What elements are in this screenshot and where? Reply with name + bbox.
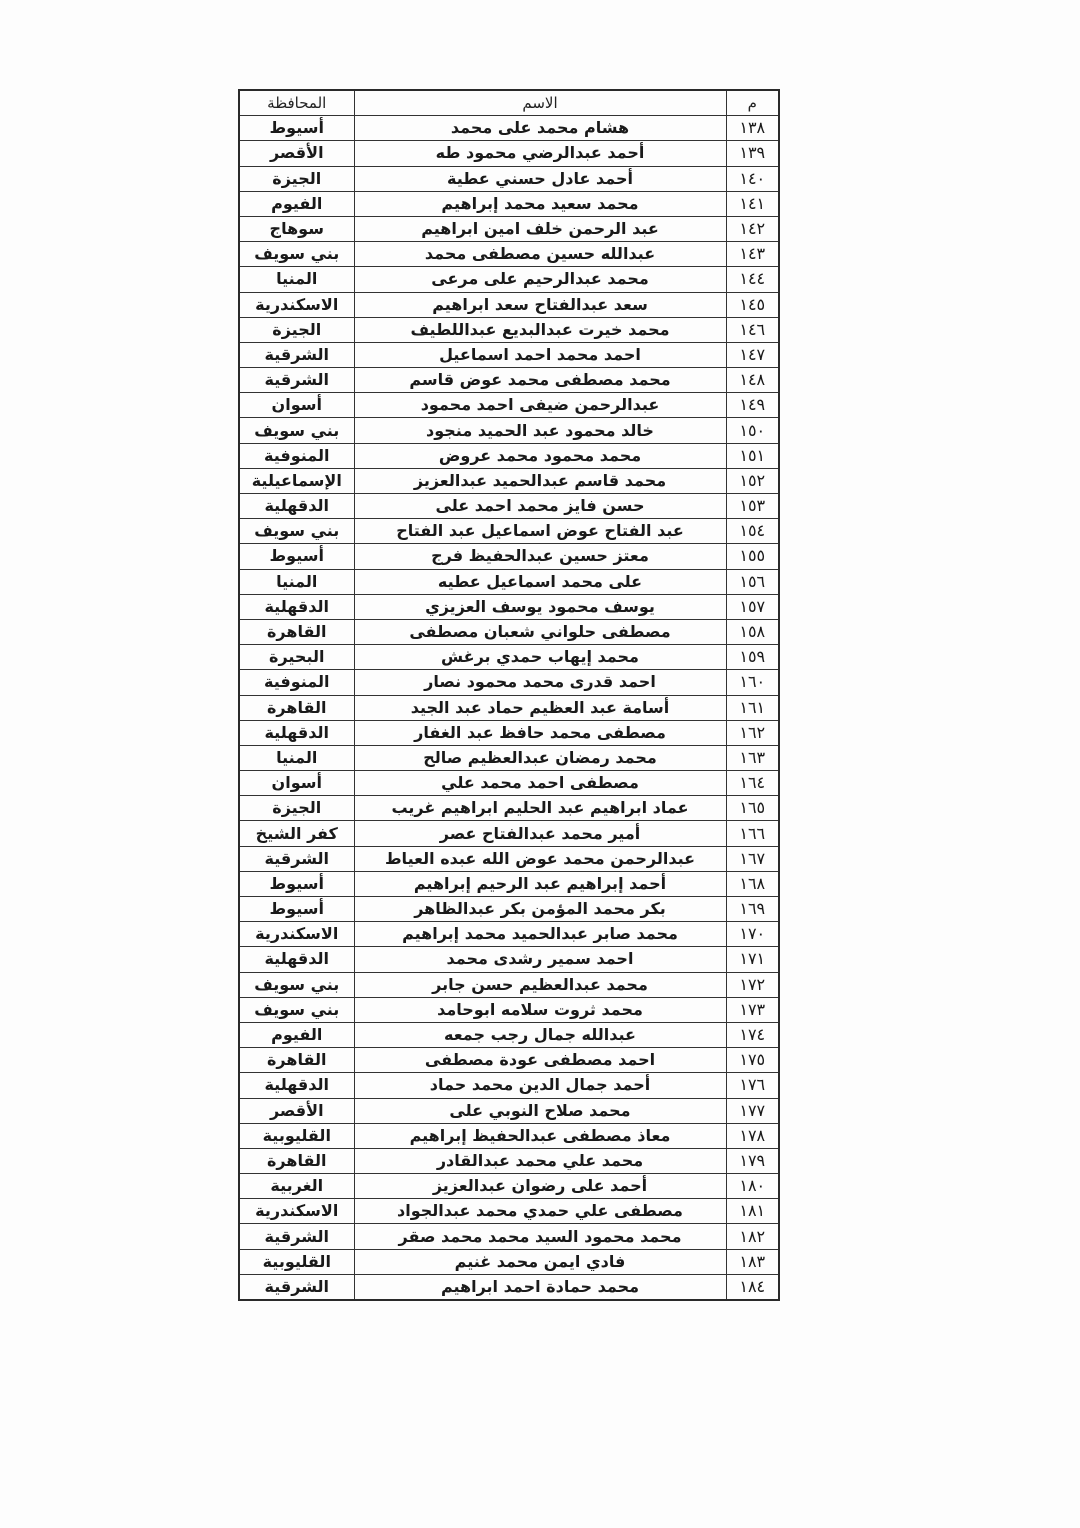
table-row xyxy=(239,443,779,468)
row-governorate: المنيا xyxy=(239,745,354,770)
table-row xyxy=(239,1148,779,1173)
row-governorate: أسيوط xyxy=(239,544,354,569)
row-number: ١٧٥ xyxy=(726,1048,779,1073)
row-name: محمد ثروت سلامه ابوحامد xyxy=(354,997,726,1022)
row-governorate: المنيا xyxy=(239,569,354,594)
row-number: ١٥٩ xyxy=(726,645,779,670)
table-row xyxy=(239,544,779,569)
row-number: ١٦٢ xyxy=(726,720,779,745)
row-name: احمد قدرى محمد محمود نصار xyxy=(354,670,726,695)
row-governorate: بني سويف xyxy=(239,519,354,544)
row-governorate: الشرقية xyxy=(239,1224,354,1249)
row-number: ١٦٩ xyxy=(726,897,779,922)
row-number: ١٨١ xyxy=(726,1199,779,1224)
row-name: على محمد اسماعيل عطيه xyxy=(354,569,726,594)
table-row xyxy=(239,342,779,367)
row-governorate: الشرقية xyxy=(239,1274,354,1300)
table-row xyxy=(239,821,779,846)
table-row xyxy=(239,997,779,1022)
row-governorate: الأقصر xyxy=(239,141,354,166)
row-number: ١٦٠ xyxy=(726,670,779,695)
row-name: أحمد على رضوان عبدالعزيز xyxy=(354,1174,726,1199)
row-governorate: الاسكندرية xyxy=(239,292,354,317)
row-governorate: بني سويف xyxy=(239,972,354,997)
row-number: ١٧٣ xyxy=(726,997,779,1022)
table-row xyxy=(239,116,779,141)
table-row xyxy=(239,846,779,871)
table-row xyxy=(239,242,779,267)
table-row xyxy=(239,468,779,493)
row-number: ١٧٢ xyxy=(726,972,779,997)
row-number: ١٤١ xyxy=(726,191,779,216)
table-row xyxy=(239,393,779,418)
row-governorate: أسوان xyxy=(239,771,354,796)
row-number: ١٨٤ xyxy=(726,1274,779,1300)
row-name: محمد إيهاب حمدي برغش xyxy=(354,645,726,670)
row-governorate: بني سويف xyxy=(239,997,354,1022)
column-header-number: م xyxy=(726,90,779,116)
row-number: ١٤٢ xyxy=(726,216,779,241)
column-header-name: الاسم xyxy=(354,90,726,116)
row-number: ١٦٣ xyxy=(726,745,779,770)
table-row xyxy=(239,594,779,619)
table-row xyxy=(239,922,779,947)
row-name: محمد محمود محمد عروض xyxy=(354,443,726,468)
row-governorate: أسيوط xyxy=(239,116,354,141)
table-row xyxy=(239,771,779,796)
row-governorate: القليوبية xyxy=(239,1123,354,1148)
row-name: محمد عبدالعظيم حسن جابر xyxy=(354,972,726,997)
row-name: أمير محمد عبدالفتاح عصر xyxy=(354,821,726,846)
row-governorate: القاهرة xyxy=(239,695,354,720)
table-row xyxy=(239,519,779,544)
table-row xyxy=(239,1249,779,1274)
table-row xyxy=(239,1098,779,1123)
row-name: محمد صلاح النوبي على xyxy=(354,1098,726,1123)
row-number: ١٧٠ xyxy=(726,922,779,947)
table-row xyxy=(239,317,779,342)
row-name: عماد ابراهيم عبد الحليم ابراهيم غريب xyxy=(354,796,726,821)
row-name: احمد مصطفى عودة مصطفى xyxy=(354,1048,726,1073)
table-row xyxy=(239,897,779,922)
row-name: معاذ مصطفى عبدالحفيظ إبراهيم xyxy=(354,1123,726,1148)
table-row xyxy=(239,670,779,695)
table-row xyxy=(239,1274,779,1300)
row-number: ١٧٩ xyxy=(726,1148,779,1173)
row-governorate: الشرقية xyxy=(239,342,354,367)
row-governorate: الاسكندرية xyxy=(239,922,354,947)
row-number: ١٥٣ xyxy=(726,494,779,519)
row-name: يوسف محمود يوسف العزيزي xyxy=(354,594,726,619)
row-number: ١٣٩ xyxy=(726,141,779,166)
row-governorate: الدقهلية xyxy=(239,720,354,745)
row-governorate: سوهاج xyxy=(239,216,354,241)
column-header-governorate: المحافظة xyxy=(239,90,354,116)
row-number: ١٦٥ xyxy=(726,796,779,821)
row-governorate: كفر الشيخ xyxy=(239,821,354,846)
row-name: فادي ايمن محمد غنيم xyxy=(354,1249,726,1274)
row-name: محمد قاسم عبدالحميد عبدالعزيز xyxy=(354,468,726,493)
row-number: ١٧١ xyxy=(726,947,779,972)
row-name: عبد الرحمن خلف امين ابراهيم xyxy=(354,216,726,241)
table-row xyxy=(239,1123,779,1148)
row-name: محمد علي محمد عبدالقادر xyxy=(354,1148,726,1173)
row-name: محمد صابر عبدالحميد محمد إبراهيم xyxy=(354,922,726,947)
row-name: أحمد جمال الدين محمد حماد xyxy=(354,1073,726,1098)
table-row xyxy=(239,494,779,519)
row-number: ١٤٤ xyxy=(726,267,779,292)
row-name: هشام محمد على محمد xyxy=(354,116,726,141)
table-row xyxy=(239,216,779,241)
row-governorate: بني سويف xyxy=(239,418,354,443)
row-governorate: الإسماعيلية xyxy=(239,468,354,493)
row-number: ١٤٣ xyxy=(726,242,779,267)
row-governorate: أسوان xyxy=(239,393,354,418)
row-number: ١٤٨ xyxy=(726,368,779,393)
table-row xyxy=(239,720,779,745)
row-number: ١٥٥ xyxy=(726,544,779,569)
row-governorate: القاهرة xyxy=(239,619,354,644)
row-name: مصطفى حلواني شعبان مصطفى xyxy=(354,619,726,644)
row-governorate: الشرقية xyxy=(239,846,354,871)
row-name: محمد مصطفى محمد عوض قاسم xyxy=(354,368,726,393)
row-number: ١٨٣ xyxy=(726,1249,779,1274)
row-governorate: الفيوم xyxy=(239,1022,354,1047)
table-row xyxy=(239,1073,779,1098)
row-number: ١٧٦ xyxy=(726,1073,779,1098)
row-name: معتز حسين عبدالحفيظ فرج xyxy=(354,544,726,569)
row-name: محمد سعيد محمد إبراهيم xyxy=(354,191,726,216)
table-row xyxy=(239,368,779,393)
row-governorate: بني سويف xyxy=(239,242,354,267)
table-row xyxy=(239,745,779,770)
row-governorate: الدقهلية xyxy=(239,1073,354,1098)
table-body xyxy=(239,116,779,1300)
row-governorate: القاهرة xyxy=(239,1048,354,1073)
row-name: محمد خيرت عبدالبديع عبداللطيف xyxy=(354,317,726,342)
row-number: ١٥٨ xyxy=(726,619,779,644)
table-row xyxy=(239,191,779,216)
row-name: محمد رمضان عبدالعظيم صالح xyxy=(354,745,726,770)
table-row xyxy=(239,796,779,821)
row-governorate: الأقصر xyxy=(239,1098,354,1123)
row-governorate: الغربية xyxy=(239,1174,354,1199)
row-number: ١٥٧ xyxy=(726,594,779,619)
table-row xyxy=(239,972,779,997)
row-governorate: الشرقية xyxy=(239,368,354,393)
row-number: ١٥١ xyxy=(726,443,779,468)
row-governorate: الاسكندرية xyxy=(239,1199,354,1224)
row-number: ١٥٦ xyxy=(726,569,779,594)
row-number: ١٤٦ xyxy=(726,317,779,342)
table-row xyxy=(239,871,779,896)
table-row xyxy=(239,695,779,720)
table-row xyxy=(239,1048,779,1073)
row-name: محمد حمادة احمد ابراهيم xyxy=(354,1274,726,1300)
row-governorate: البحيرة xyxy=(239,645,354,670)
row-number: ١٤٧ xyxy=(726,342,779,367)
table-row xyxy=(239,166,779,191)
row-governorate: الدقهلية xyxy=(239,594,354,619)
row-number: ١٦٨ xyxy=(726,871,779,896)
row-name: محمد محمود السيد محمد محمد صقر xyxy=(354,1224,726,1249)
table-row xyxy=(239,645,779,670)
row-number: ١٦٧ xyxy=(726,846,779,871)
row-number: ١٨٢ xyxy=(726,1224,779,1249)
row-name: بكر محمد المؤمن بكر عبدالظاهر xyxy=(354,897,726,922)
row-number: ١٦٤ xyxy=(726,771,779,796)
row-number: ١٣٨ xyxy=(726,116,779,141)
row-governorate: الفيوم xyxy=(239,191,354,216)
row-governorate: الجيزة xyxy=(239,796,354,821)
table-row xyxy=(239,141,779,166)
row-number: ١٧٤ xyxy=(726,1022,779,1047)
table-row xyxy=(239,418,779,443)
row-number: ١٧٨ xyxy=(726,1123,779,1148)
row-number: ١٥٠ xyxy=(726,418,779,443)
row-governorate: القليوبية xyxy=(239,1249,354,1274)
row-governorate: الجيزة xyxy=(239,317,354,342)
row-governorate: المنيا xyxy=(239,267,354,292)
row-name: حسن فايز محمد احمد على xyxy=(354,494,726,519)
row-governorate: المنوفية xyxy=(239,443,354,468)
row-number: ١٦٦ xyxy=(726,821,779,846)
row-name: سعد عبدالفتاح سعد ابراهيم xyxy=(354,292,726,317)
row-name: محمد عبدالرحيم على مرعى xyxy=(354,267,726,292)
row-name: عبدالله حسين مصطفى محمد xyxy=(354,242,726,267)
table-row xyxy=(239,1199,779,1224)
row-name: خالد محمود عبد الحميد منجود xyxy=(354,418,726,443)
table-row xyxy=(239,292,779,317)
row-governorate: الدقهلية xyxy=(239,947,354,972)
row-name: أحمد إبراهيم عبد الرحيم إبراهيم xyxy=(354,871,726,896)
row-name: احمد محمد احمد اسماعيل xyxy=(354,342,726,367)
row-number: ١٥٢ xyxy=(726,468,779,493)
row-name: مصطفى احمد محمد علي xyxy=(354,771,726,796)
row-number: ١٤٩ xyxy=(726,393,779,418)
row-name: عبدالرحمن ضيفى احمد محمود xyxy=(354,393,726,418)
row-name: عبدالله جمال رجب جمعه xyxy=(354,1022,726,1047)
row-name: مصطفى علي حمدي محمد عبدالجواد xyxy=(354,1199,726,1224)
row-number: ١٤٠ xyxy=(726,166,779,191)
row-name: احمد سمير رشدى محمد xyxy=(354,947,726,972)
row-number: ١٤٥ xyxy=(726,292,779,317)
row-governorate: الجيزة xyxy=(239,166,354,191)
row-governorate: الدقهلية xyxy=(239,494,354,519)
table-row xyxy=(239,267,779,292)
row-name: أحمد عادل حسني عطية xyxy=(354,166,726,191)
table-row xyxy=(239,1174,779,1199)
row-governorate: أسيوط xyxy=(239,897,354,922)
names-table xyxy=(238,89,780,1301)
row-number: ١٧٧ xyxy=(726,1098,779,1123)
table-header-row xyxy=(239,90,779,116)
table-row xyxy=(239,619,779,644)
row-governorate: أسيوط xyxy=(239,871,354,896)
table-row xyxy=(239,1022,779,1047)
row-number: ١٥٤ xyxy=(726,519,779,544)
row-governorate: القاهرة xyxy=(239,1148,354,1173)
row-name: مصطفى محمد حافظ عبد الغفار xyxy=(354,720,726,745)
row-number: ١٦١ xyxy=(726,695,779,720)
row-number: ١٨٠ xyxy=(726,1174,779,1199)
row-name: أحمد عبدالرضي محمود طه xyxy=(354,141,726,166)
row-name: عبدالرحمن محمد عوض الله عبده العياط xyxy=(354,846,726,871)
table-row xyxy=(239,569,779,594)
table-row xyxy=(239,947,779,972)
row-name: عبد الفتاح عوض اسماعيل عبد الفتاح xyxy=(354,519,726,544)
row-name: أسامة عبد العظيم حماد عبد الجيد xyxy=(354,695,726,720)
row-governorate: المنوفية xyxy=(239,670,354,695)
table-row xyxy=(239,1224,779,1249)
